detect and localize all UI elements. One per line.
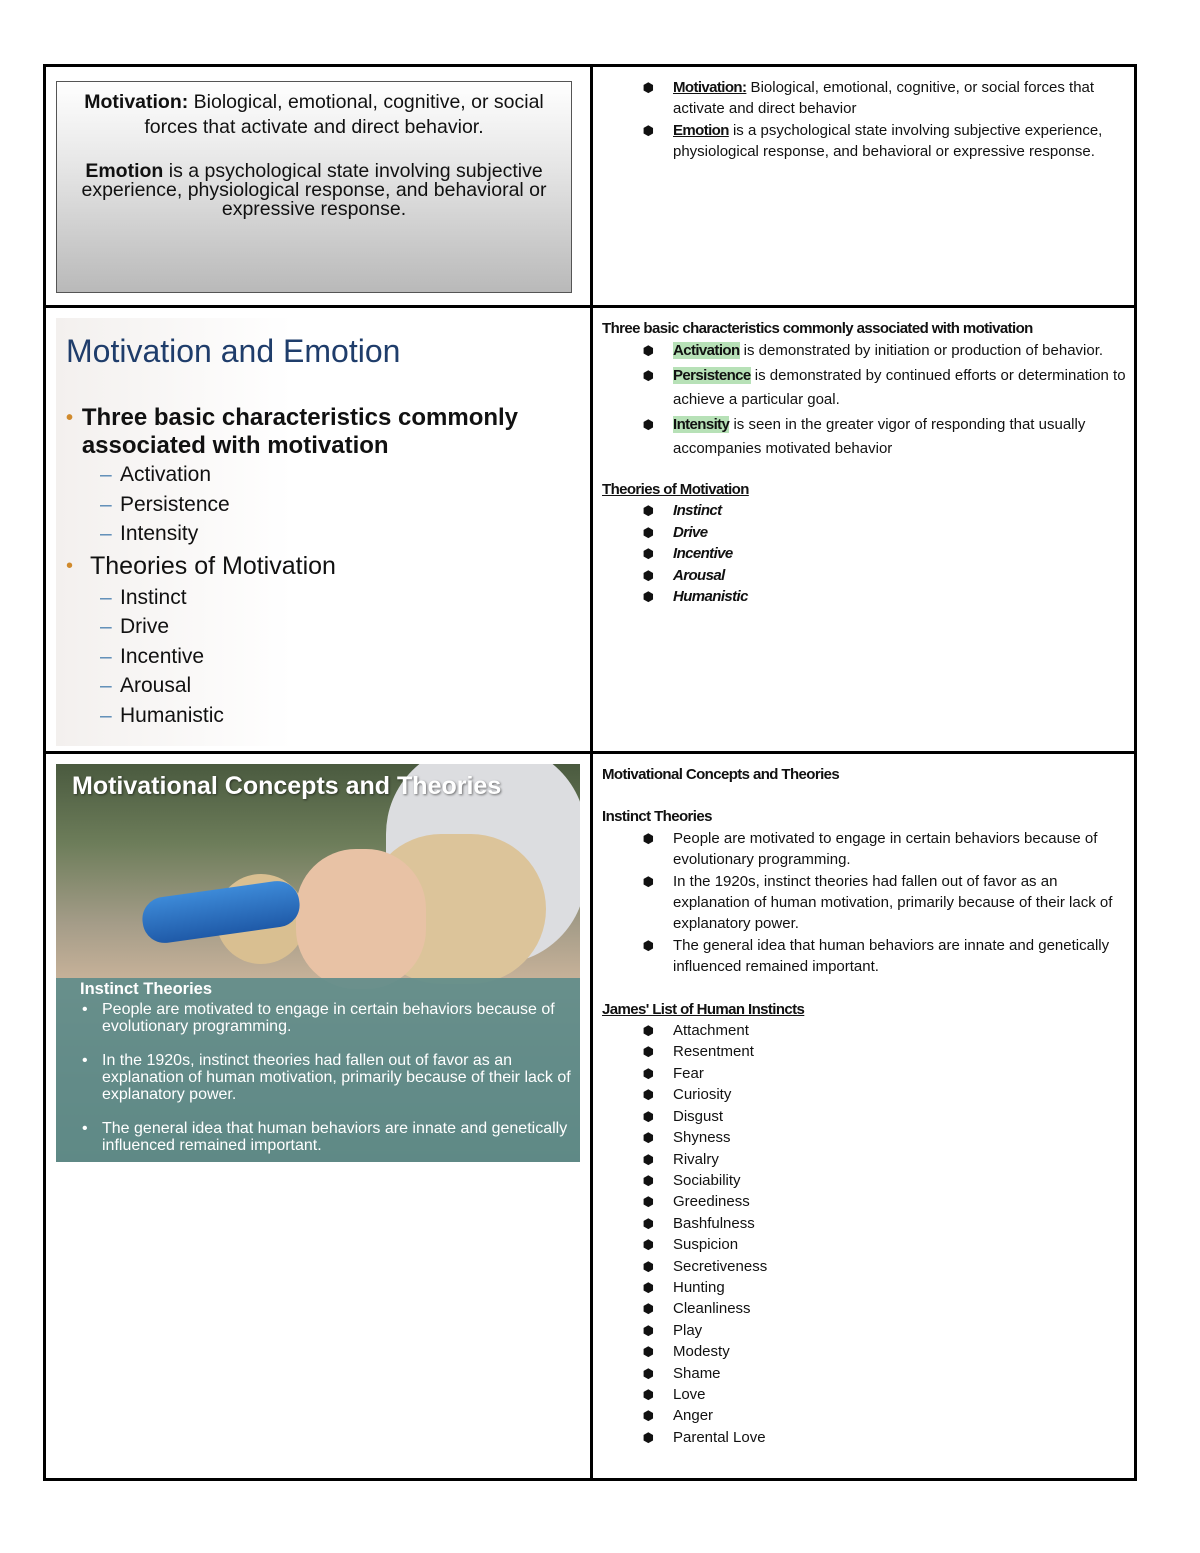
instinct-label: Parental Love <box>673 1428 766 1446</box>
bullet-icon: ⬢ <box>642 1279 654 1295</box>
slide-subitem: – Activation <box>100 463 212 486</box>
list-item <box>602 1213 1126 1234</box>
bullet-icon: ⬢ <box>642 1065 654 1081</box>
theories-list <box>602 500 1126 607</box>
instinct-label: Cleanliness <box>673 1300 751 1318</box>
instinct-label: Sociability <box>673 1171 741 1189</box>
slide-title: Motivational Concepts and Theories <box>72 772 502 800</box>
bullet-icon: ⬢ <box>642 1108 654 1124</box>
list-item <box>602 1170 1126 1191</box>
slide-title: Motivation and Emotion <box>66 333 401 369</box>
list-item: ⬢ Intensity is seen in the greater vigor of responding that usually accompanies motivated behavior <box>642 415 1086 458</box>
list-item: ⬢ Activation is demonstrated by initiation or production of behavior. <box>642 342 1104 360</box>
notes-table <box>43 64 1137 1481</box>
bullet-icon: ⬢ <box>642 1151 654 1167</box>
instinct-label: Anger <box>673 1407 714 1425</box>
row2-notes-cell <box>593 308 1134 751</box>
instinct-label: Love <box>673 1385 706 1403</box>
row1-slide-cell <box>46 67 590 305</box>
bullet-icon: ⬢ <box>642 1044 654 1060</box>
slide-subitem: – Instinct <box>100 585 187 609</box>
slide-subitem: – Persistence <box>100 492 230 516</box>
slide-bullet: • In the 1920s, instinct theories had fallen out of favor as an explanation of human motivation, primarily because of their lack of explanatory power. <box>82 1052 571 1103</box>
instinct-label: Attachment <box>673 1022 749 1040</box>
row3-notes-cell <box>593 754 1134 1478</box>
bullet-icon: ⬢ <box>642 1429 654 1445</box>
definition-slide <box>56 81 572 293</box>
slide-bullet: • Three basic characteristics commonly associated with motivation <box>66 404 519 459</box>
slide-subitem: – Drive <box>100 615 170 638</box>
list-item: ⬢ The general idea that human behaviors are innate and genetically influenced remained important. <box>642 936 1110 976</box>
slide-subitem: – Incentive <box>100 644 205 668</box>
slide-bullet: • The general idea that human behaviors are innate and genetically influenced remained important. <box>82 1120 568 1154</box>
list-item <box>602 1341 1126 1362</box>
notes-heading: Three basic characteristics commonly associated with motivation <box>602 320 1033 337</box>
list-item: ⬢ Persistence is demonstrated by continued efforts or determination to achieve a particular goal. <box>642 366 1126 409</box>
list-item: ⬢ Arousal <box>642 566 725 584</box>
instinct-label: Modesty <box>673 1343 730 1361</box>
instinct-label: Suspicion <box>673 1236 739 1254</box>
instinct-label: Shyness <box>673 1129 731 1147</box>
slide-bullets <box>66 404 576 730</box>
bullet-icon: ⬢ <box>642 1408 654 1424</box>
bullet-icon: ⬢ <box>642 1258 654 1274</box>
list-item <box>602 1384 1126 1405</box>
list-item <box>602 1277 1126 1298</box>
slide-bullet: • Theories of Motivation <box>66 551 336 580</box>
bullet-icon: ⬢ <box>642 1301 654 1317</box>
slide-bullet: • People are motivated to engage in certain behaviors because of evolutionary programming. <box>82 1001 555 1035</box>
list-item: ⬢ Instinct <box>642 502 722 520</box>
slide-text-panel <box>56 978 580 1162</box>
notes-subheading: Instinct Theories <box>602 808 712 826</box>
list-item <box>602 1256 1126 1277</box>
panel-title: Instinct Theories <box>80 980 213 998</box>
slide-subitem: – Arousal <box>100 674 192 697</box>
notes-heading: Motivational Concepts and Theories <box>602 766 840 783</box>
list-item: ⬢ Emotion is a psychological state involving subjective experience, physiological response, and behavioral or expressive response. <box>642 121 1103 161</box>
bullet-icon: ⬢ <box>642 1023 654 1039</box>
list-item: ⬢ Drive <box>642 523 708 541</box>
emotion-definition: Emotion is a psychological state involving subjective experience, physiological response, and behavioral or expressive response. <box>81 160 547 220</box>
list-item <box>602 1149 1126 1170</box>
bullet-icon: ⬢ <box>642 1365 654 1381</box>
instinct-label: Play <box>673 1321 703 1339</box>
list-item <box>602 1298 1126 1319</box>
slide-subitem: – Intensity <box>100 522 199 545</box>
bullet-icon: ⬢ <box>642 1344 654 1360</box>
list-item <box>602 1106 1126 1127</box>
bullet-icon: ⬢ <box>642 1386 654 1402</box>
instincts-list <box>602 1020 1126 1448</box>
list-item: ⬢ Humanistic <box>642 587 748 605</box>
list-item <box>602 1234 1126 1255</box>
instinct-theories-list <box>602 828 1126 978</box>
instinct-label: Resentment <box>673 1043 754 1061</box>
slide-subitem: – Humanistic <box>100 703 224 727</box>
list-item <box>602 1084 1126 1105</box>
instincts-heading: James' List of Human Instincts <box>602 1000 805 1018</box>
photo-shape <box>296 849 426 989</box>
list-item: ⬢ Incentive <box>642 545 733 563</box>
instinct-label: Bashfulness <box>673 1214 755 1232</box>
instinct-label: Shame <box>673 1364 721 1382</box>
instinct-label: Rivalry <box>673 1150 719 1168</box>
bullet-icon: ⬢ <box>642 1194 654 1210</box>
list-item: ⬢ People are motivated to engage in certain behaviors because of evolutionary programming. <box>642 829 1098 869</box>
list-item <box>602 1041 1126 1062</box>
list-item <box>602 1063 1126 1084</box>
list-item <box>602 1191 1126 1212</box>
bullet-icon: ⬢ <box>642 1322 654 1338</box>
instinct-slide <box>56 764 580 1162</box>
list-item <box>602 1363 1126 1384</box>
instinct-label: Curiosity <box>673 1086 732 1104</box>
list-item <box>602 1405 1126 1426</box>
bullet-icon: ⬢ <box>642 1237 654 1253</box>
characteristics-list <box>602 339 1126 462</box>
theories-heading: Theories of Motivation <box>602 480 749 498</box>
list-item: ⬢ In the 1920s, instinct theories had fallen out of favor as an explanation of human motivation, primarily because of their lack of explanatory power. <box>642 872 1113 933</box>
instinct-label: Greediness <box>673 1193 750 1211</box>
list-item <box>602 1127 1126 1148</box>
list-item <box>602 1427 1126 1448</box>
motivation-definition: Motivation: Biological, emotional, cognitive, or social forces that activate and direct behavior. <box>84 91 544 138</box>
bullet-icon: ⬢ <box>642 1130 654 1146</box>
row2-slide-cell <box>46 308 590 751</box>
bullet-icon: ⬢ <box>642 1215 654 1231</box>
bullet-icon: ⬢ <box>642 1172 654 1188</box>
instinct-label: Disgust <box>673 1107 724 1125</box>
row1-notes-cell <box>593 67 1134 305</box>
motivation-emotion-slide <box>56 318 582 746</box>
instinct-label: Hunting <box>673 1278 725 1296</box>
instinct-label: Fear <box>673 1064 704 1082</box>
list-item: ⬢ Motivation: Biological, emotional, cognitive, or social forces that activate and direct behavior <box>642 79 1095 118</box>
instinct-label: Secretiveness <box>673 1257 768 1275</box>
bullet-icon: ⬢ <box>642 1087 654 1103</box>
list-item <box>602 1020 1126 1041</box>
row3-slide-cell <box>46 754 590 1478</box>
list-item <box>602 1320 1126 1341</box>
definitions-list <box>602 77 1126 163</box>
